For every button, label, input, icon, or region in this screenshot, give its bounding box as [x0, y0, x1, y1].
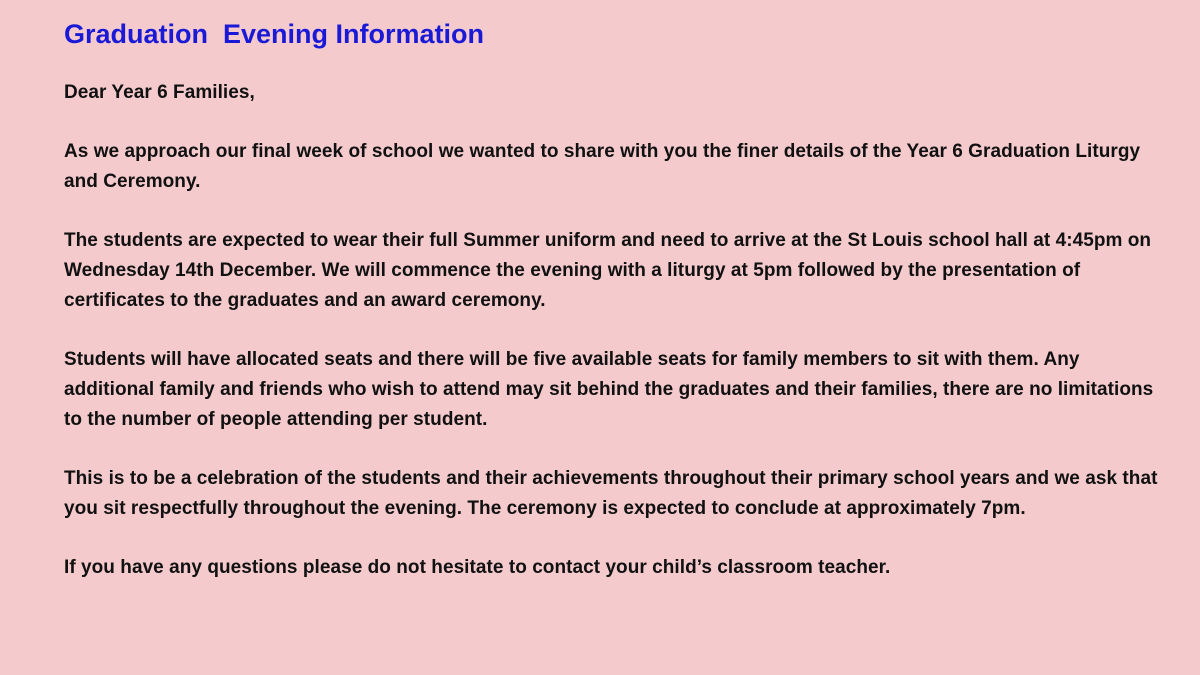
greeting: Dear Year 6 Families,	[64, 82, 255, 103]
paragraph-final-week: As we approach our final week of school we wanted to share with you the finer details of the Year 6 Graduation Liturgy and Ceremony.	[64, 141, 1141, 192]
paragraph-celebration: This is to be a celebration of the students and their achievements throughout their primary school years and we ask that you sit respectfully throughout the evening. The ceremony is expected to conclude at approximately 7pm.	[64, 468, 1158, 519]
paragraph-uniform-arrival: The students are expected to wear their full Summer uniform and need to arrive at the St Louis school hall at 4:45pm on Wednesday 14th December. We will commence the evening with a liturgy at 5pm followed by the presentation of certificates to the graduates and an award ceremony.	[64, 230, 1152, 311]
paragraph-contact: If you have any questions please do not hesitate to contact your child’s classroom teacher.	[64, 557, 891, 578]
paragraph-seating: Students will have allocated seats and there will be five available seats for family members to sit with them. Any additional family and friends who wish to attend may sit behind the graduates and their families, there are no limitations to the number of people attending per student.	[64, 349, 1154, 430]
page-title: Graduation Evening Information	[64, 19, 485, 49]
